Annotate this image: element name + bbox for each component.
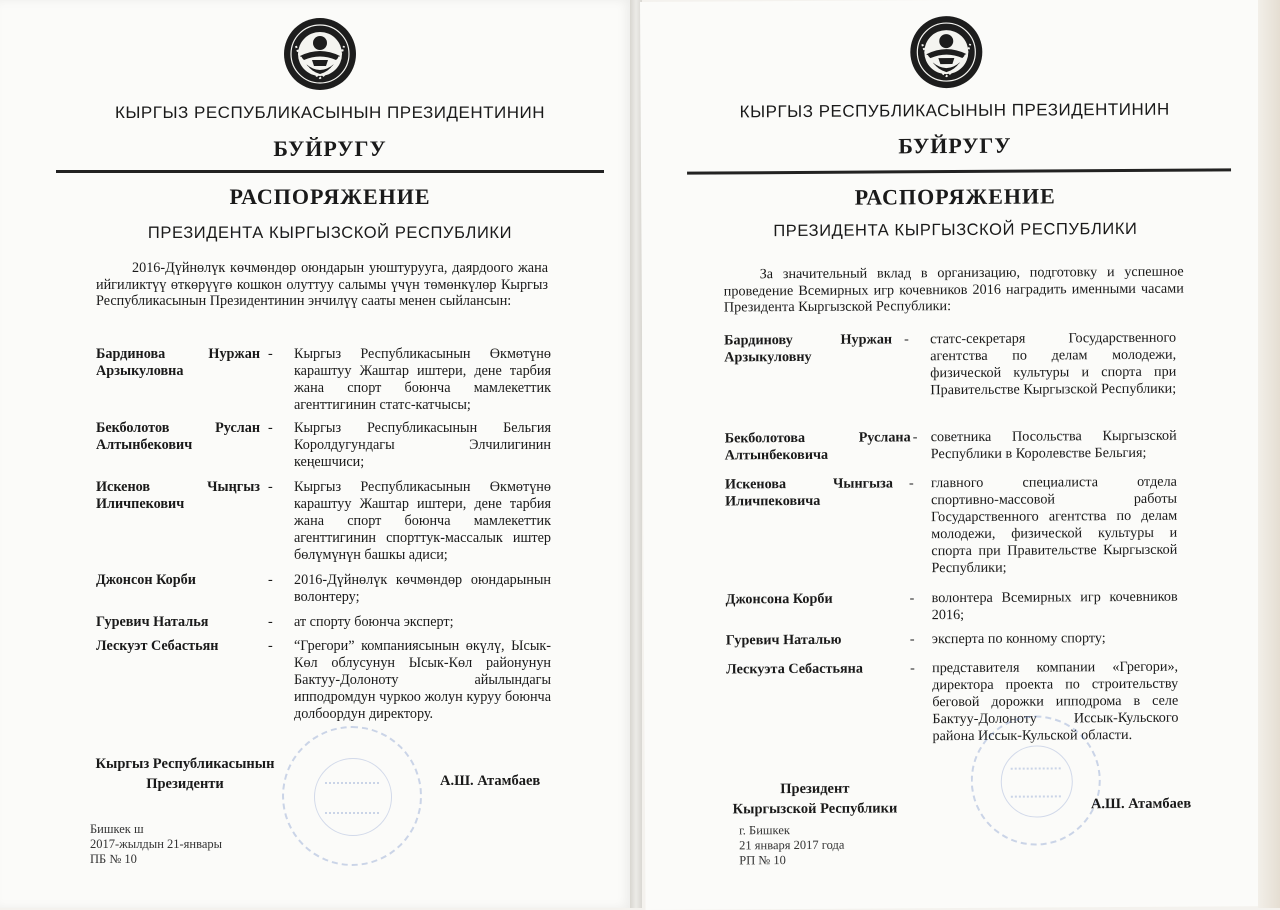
record-dash: - — [910, 660, 915, 677]
recipient-description: советника Посольства Кыргызской Республики в Королевстве Бельгия; — [930, 427, 1177, 463]
recipient-description: статс-секретаря Государственного агентства по делам молодежи, физической культуры и спорта при Правительстве Кыргызской Республики; — [930, 329, 1177, 399]
record-dash: - — [268, 614, 273, 630]
official-stamp — [970, 715, 1101, 846]
recipient-description: волонтера Всемирных игр кочевников 2016; — [931, 588, 1178, 624]
header-line2: БУЙРУГУ — [273, 136, 387, 161]
state-emblem-icon — [282, 16, 358, 92]
recipient-name: Бардинову Нуржан Арзыкуловну — [724, 331, 893, 366]
signature-title-line2: Кыргызской Республики — [732, 800, 898, 818]
award-record — [724, 427, 1177, 464]
document-footer — [90, 822, 222, 867]
header-line1: КЫРГЫЗ РЕСПУБЛИКАСЫНЫН ПРЕЗИДЕНТИНИН — [114, 103, 546, 122]
recipient-name: Джонсон Корби — [96, 572, 196, 588]
recipient-name: Бекболотова Руслана Алтынбековича — [724, 429, 911, 464]
award-record — [724, 473, 1178, 577]
recipient-description: Кыргыз Республикасынын Өкмөтүнө караштуу Жаштар иштери, дене тарбия жана спорт боюнча мамлекеттик агенттигинин статс-катчысы; — [294, 346, 551, 413]
document-subtitle: ПРЕЗИДЕНТА КЫРГЫЗСКОЙ РЕСПУБЛИКИ — [147, 224, 513, 242]
recipient-description: главного специалиста отдела спортивно-массовой работы Государственного агентства по делам молодежи, физической культуры и спорта при Правительстве Кыргызской Республики; — [930, 473, 1178, 577]
right-page-russian — [640, 0, 1280, 910]
record-dash: - — [268, 572, 273, 588]
state-emblem-icon — [908, 14, 984, 90]
header-line1: КЫРГЫЗ РЕСПУБЛИКАСЫНЫН ПРЕЗИДЕНТИНИН — [739, 99, 1170, 122]
header-rule — [687, 168, 1231, 174]
signature-title — [705, 778, 925, 819]
signature-title — [80, 754, 290, 794]
record-dash: - — [268, 346, 273, 362]
signature-title-line1: Президент — [780, 780, 850, 798]
signature-title-line1: Кыргыз Республикасынын — [95, 756, 275, 772]
recipient-description: “Грегори” компаниясынын өкүлү, Ысык-Көл облусунун Ысык-Көл районунун Бактуу-Долоноту айылындагы ипподромдун чуркоо жолун куруу боюнча долбоордун директору. — [294, 638, 551, 722]
signature-title-line2: Президенти — [146, 776, 224, 792]
recipient-name: Гуревич Наталью — [725, 631, 842, 649]
record-dash: - — [268, 479, 273, 495]
footer-city: Бишкек ш — [90, 822, 144, 836]
award-record — [726, 658, 1179, 745]
recipient-description: ат спорту боюнча эксперт; — [294, 614, 454, 630]
award-record — [725, 588, 1178, 624]
footer-city: г. Бишкек — [739, 823, 790, 838]
award-record — [724, 329, 1177, 399]
recipient-name: Искенова Чынгыза Иличпековича — [724, 475, 894, 510]
document-title: РАСПОРЯЖЕНИЕ — [854, 183, 1056, 210]
recipient-description: эксперта по конному спорту; — [931, 630, 1106, 648]
footer-number: ПБ № 10 — [90, 852, 137, 866]
recipient-name: Джонсона Корби — [725, 590, 833, 608]
footer-date: 21 января 2017 года — [739, 837, 845, 853]
record-dash: - — [268, 420, 273, 436]
document-subtitle: ПРЕЗИДЕНТА КЫРГЫЗСКОЙ РЕСПУБЛИКИ — [773, 219, 1138, 241]
recipient-name: Лескуэта Себастьяна — [726, 660, 863, 678]
recipient-name: Бардинова Нуржан Арзыкуловна — [96, 346, 260, 379]
recipient-name: Бекболотов Руслан Алтынбекович — [96, 420, 260, 453]
record-dash: - — [268, 638, 273, 654]
record-dash: - — [904, 331, 909, 348]
official-stamp — [282, 726, 422, 866]
recipient-description: Кыргыз Республикасынын Өкмөтүнө караштуу Жаштар иштери, дене тарбия жана спорт боюнча мамлекеттик агенттигинин спорттук-массалык иштер бөлүмүнүн башкы адиси; — [294, 479, 551, 563]
intro-paragraph: 2016-Дүйнөлүк көчмөндөр оюндарын уюштурууга, даярдоого жана ийгиликтүү өткөрүүгө кошкон олуттуу салымы үчүн төмөнкүлөр Кыргыз Республикасынын Президентинин энчилүү сааты менен сыйлансын: — [96, 260, 548, 310]
award-record — [725, 630, 1178, 649]
header-line2: БУЙРУГУ — [898, 132, 1012, 159]
recipient-description: представителя компании «Грегори», директора проекта по строительству беговой дорожки ипподрома в селе Бактуу-Долоноту Иссык-Кульского района Иссык-Кульской области. — [932, 658, 1179, 745]
background-edge — [1258, 0, 1280, 908]
record-dash: - — [912, 429, 918, 446]
record-dash: - — [909, 631, 915, 648]
signatory-name: А.Ш. Атамбаев — [1090, 795, 1192, 813]
record-dash: - — [909, 590, 915, 607]
recipient-description: 2016-Дүйнөлүк көчмөндөр оюндарынын волонтеру; — [294, 572, 551, 605]
footer-number: РП № 10 — [739, 853, 786, 868]
left-page-kyrgyz — [0, 0, 632, 908]
recipient-name: Искенов Чыңгыз Иличпекович — [96, 479, 260, 512]
document-footer — [739, 823, 844, 869]
footer-date: 2017-жылдын 21-январы — [90, 837, 223, 851]
recipient-description: Кыргыз Республикасынын Бельгия Королдугундагы Элчилигинин кеңешчиси; — [294, 420, 551, 470]
record-dash: - — [908, 475, 914, 492]
intro-paragraph: За значительный вклад в организацию, подготовку и успешное проведение Всемирных игр кочевников 2016 наградить именными часами Президента Кыргызской Республики: — [723, 263, 1184, 316]
document-title: РАСПОРЯЖЕНИЕ — [229, 184, 431, 209]
recipient-name: Лескуэт Себастьян — [96, 638, 219, 654]
header-rule — [56, 170, 604, 173]
signatory-name: А.Ш. Атамбаев — [440, 773, 541, 789]
recipient-name: Гуревич Наталья — [96, 614, 209, 630]
